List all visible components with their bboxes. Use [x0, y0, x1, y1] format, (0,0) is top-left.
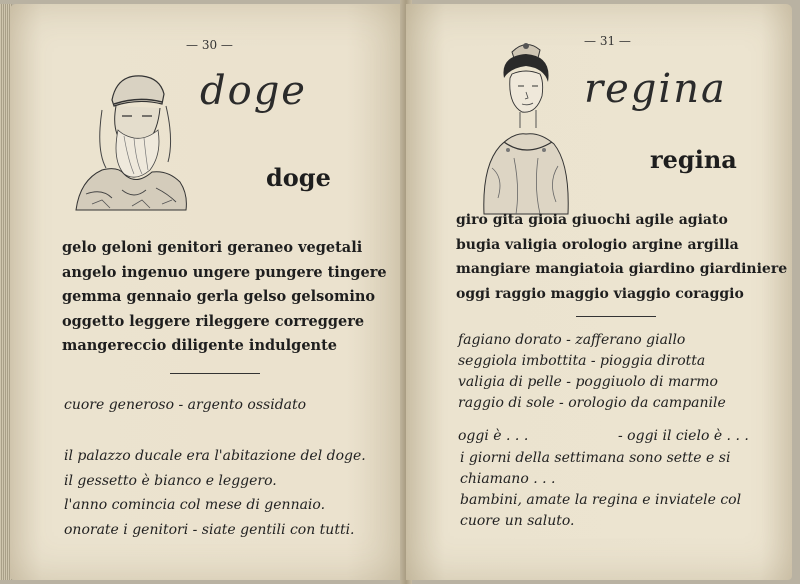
exercise-line: chiamano . . . [460, 471, 556, 487]
sentence-line: il palazzo ducale era l'abitazione del doge. [64, 448, 366, 464]
word-line: oggetto leggere rileggere correggere [62, 312, 365, 330]
exercise-right-fragment: - oggi il cielo è . . . [618, 428, 749, 444]
word-line: gemma gennaio gerla gelso gelsomino [62, 288, 376, 305]
phrase-line: seggiola imbottita - pioggia dirotta [458, 353, 706, 369]
word-line: angelo ingenuo ungere pungere tingere [62, 263, 387, 281]
exercise-line: i giorni della settimana sono sette e si [460, 450, 731, 466]
phrase-line: fagiano dorato - zafferano giallo [458, 332, 686, 348]
doge-portrait-illustration [72, 70, 190, 216]
word-line: mangiare mangiatoia giardino giardiniere [456, 261, 788, 277]
bold-title-doge: doge [266, 163, 331, 192]
exercise-line: cuore un saluto. [460, 513, 575, 529]
divider-left [170, 373, 260, 374]
sentence-line: l'anno comincia col mese di gennaio. [64, 497, 326, 513]
exercise-lines [460, 448, 741, 532]
word-list-left [62, 236, 387, 359]
script-title-doge: doge [200, 68, 307, 114]
phrase-line: valigia di pelle - poggiuolo di marmo [458, 374, 718, 390]
exercise-line: bambini, amate la regina e inviatele col [460, 492, 742, 508]
bold-title-regina: regina [650, 145, 737, 174]
word-line: mangereccio diligente indulgente [62, 337, 338, 354]
word-list-right [456, 208, 787, 306]
sentences-left [64, 444, 366, 542]
queen-portrait-illustration [478, 38, 574, 216]
page-number-left: — 30 — [186, 38, 233, 52]
word-line: giro gita gioia giuochi agile agiato [456, 212, 728, 228]
divider-right [576, 316, 656, 317]
phrase-left: cuore generoso - argento ossidato [64, 397, 307, 413]
page-number-right: — 31 — [584, 34, 631, 48]
word-line: bugia valigia orologio argine argilla [456, 236, 739, 253]
sentence-line: il gessetto è bianco e leggero. [64, 472, 277, 489]
sentence-line: onorate i genitori - siate gentili con tutti. [64, 521, 355, 538]
word-line: oggi raggio maggio viaggio coraggio [456, 285, 744, 302]
phrases-right [458, 330, 726, 414]
phrase-line: raggio di sole - orologio da campanile [458, 395, 726, 411]
exercise-left-fragment: oggi è . . . [458, 428, 529, 444]
script-title-regina: regina [584, 66, 727, 112]
word-line: gelo geloni genitori geraneo vegetali [62, 239, 363, 256]
